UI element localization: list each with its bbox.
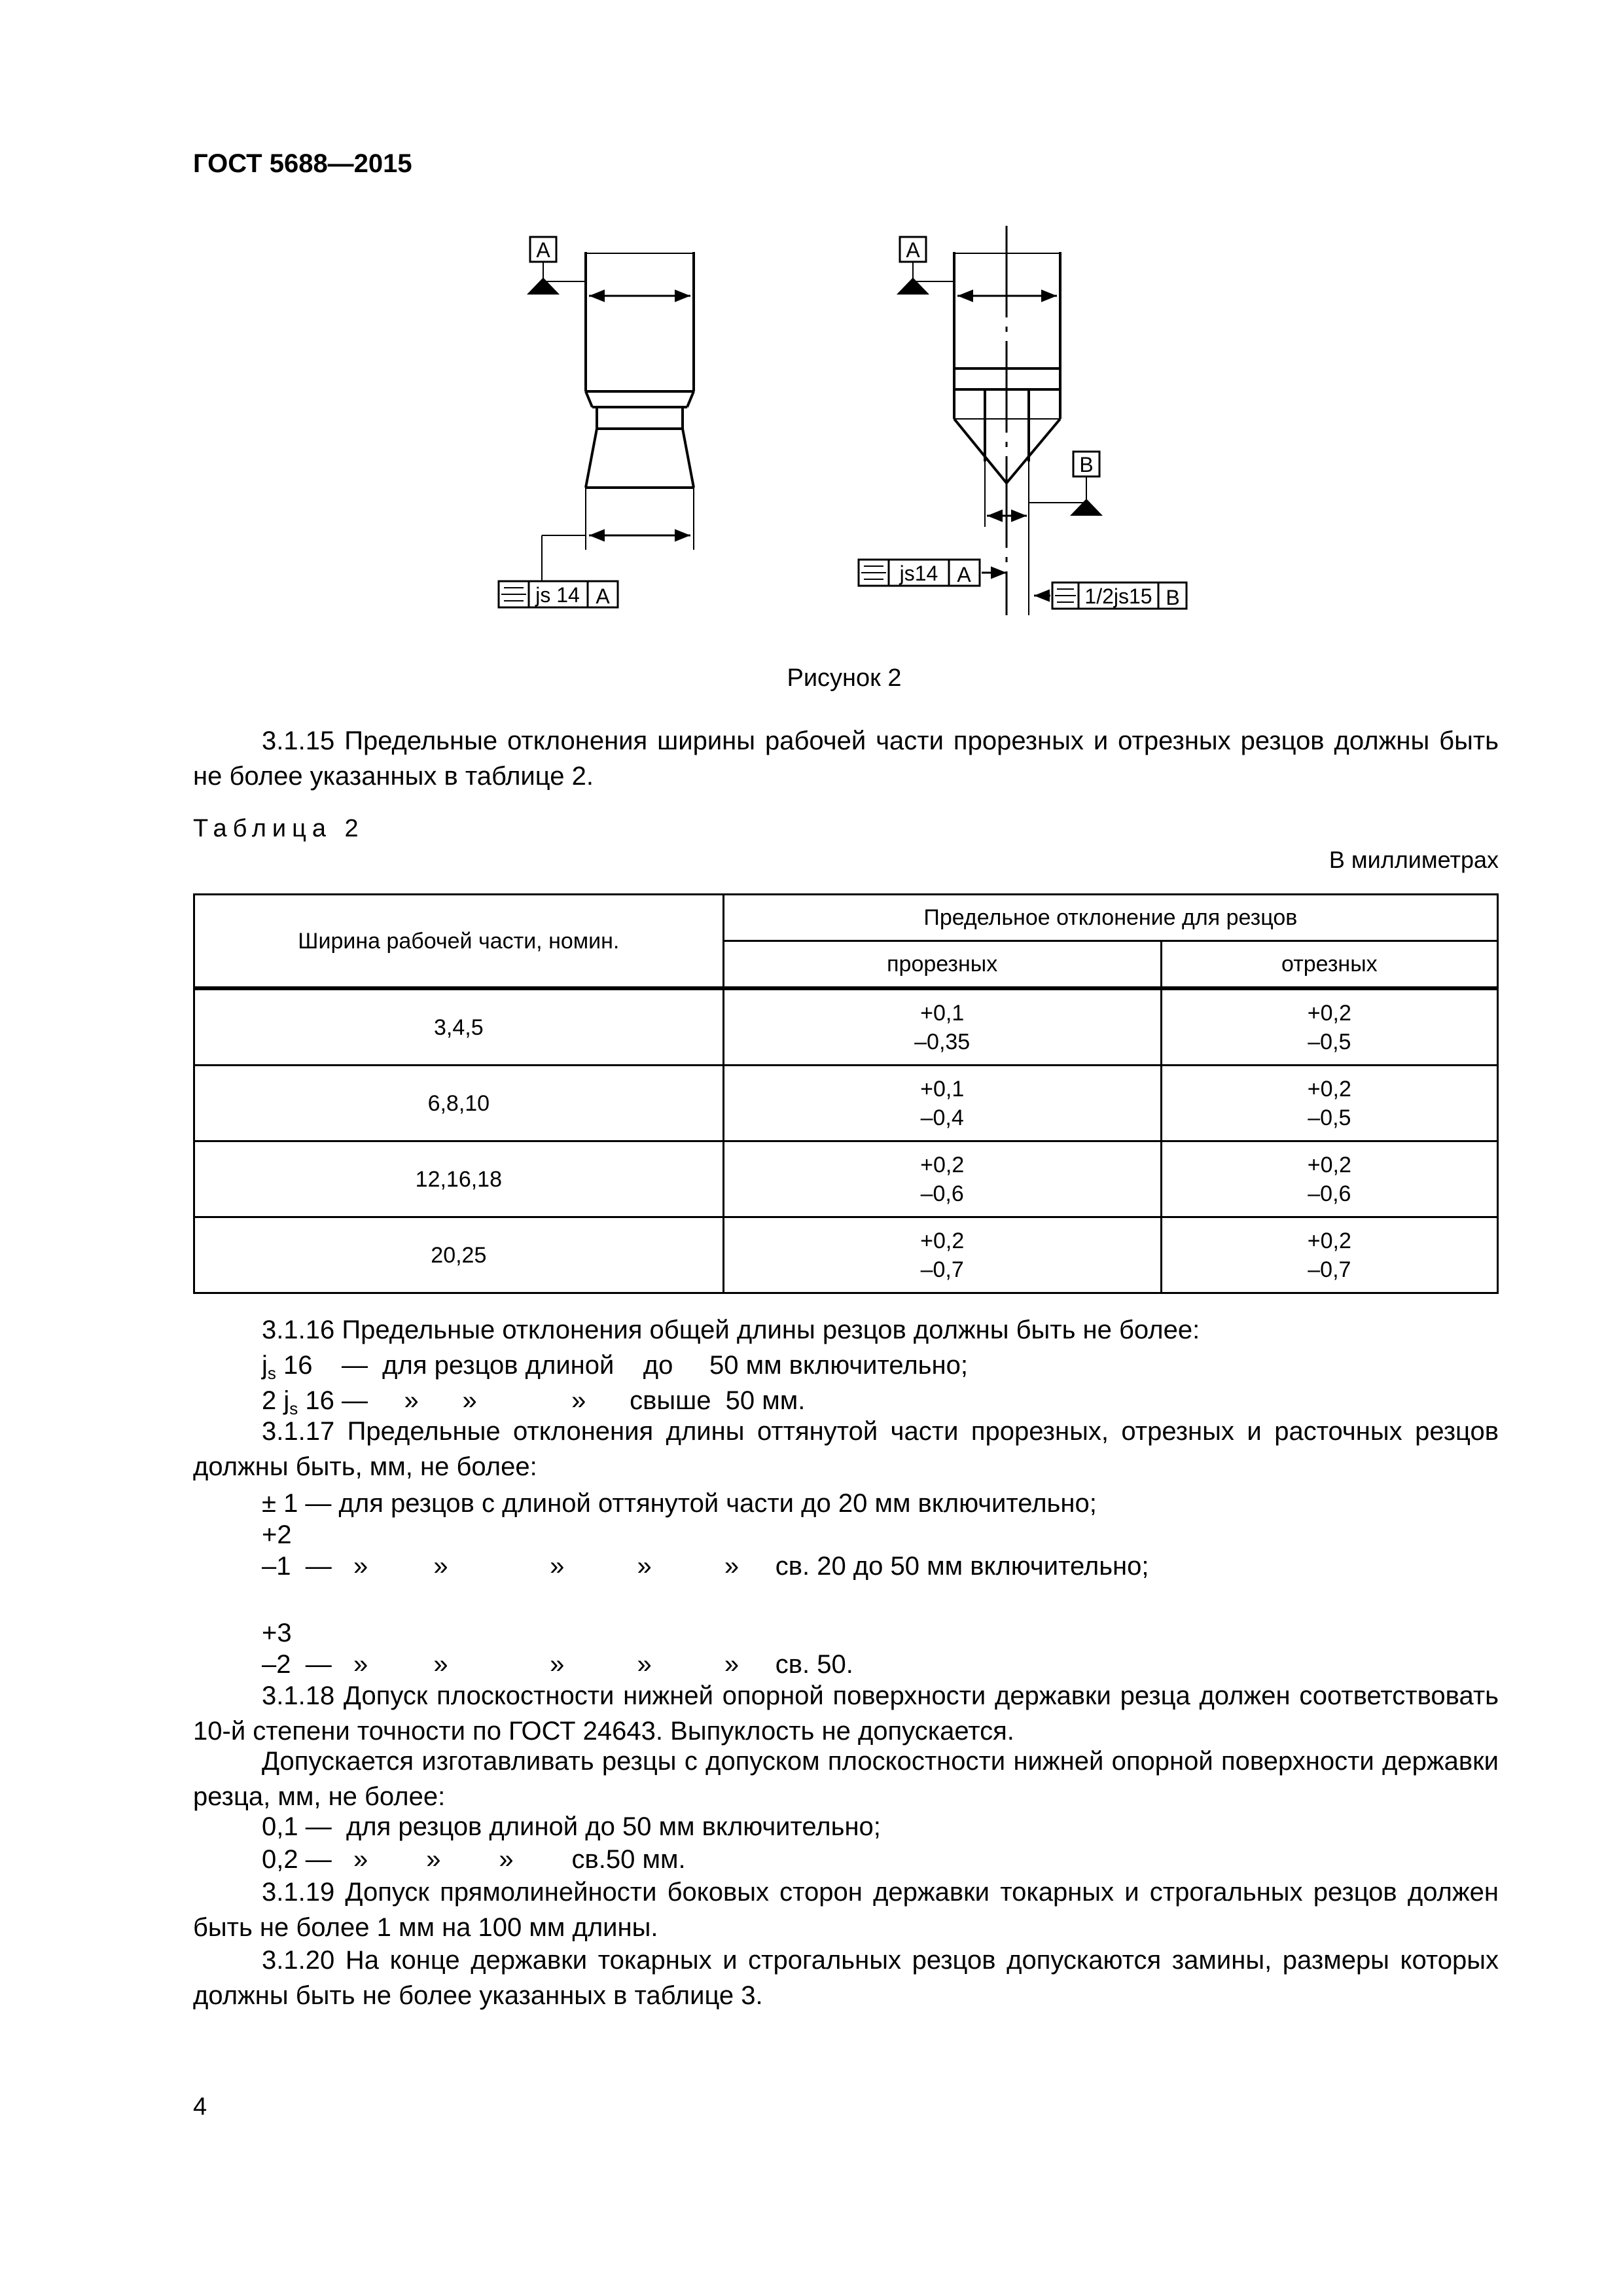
right-frame2-tolerance: 1/2js15 (1084, 584, 1152, 608)
left-cutter-drawing (530, 237, 694, 581)
upper-deviation: +0,2 (920, 1152, 965, 1177)
cell-proreznyh (723, 1066, 1161, 1141)
paragraph-3-1-16-intro: 3.1.16 Предельные отклонения общей длины резцов должны быть не более: (262, 1316, 1200, 1344)
lower-deviation: –0,7 (920, 1257, 964, 1282)
right-cutter-drawing (900, 226, 1099, 615)
datum-b-triangle (1070, 499, 1103, 516)
cell-otreznyh (1161, 1217, 1497, 1293)
paragraph-3-1-17-line2: –1 — » » » » » св. 20 до 50 мм включительно; (262, 1552, 1149, 1581)
paragraph-3-1-17-line1: ± 1 — для резцов с длиной оттянутой части до 20 мм включительно; (262, 1489, 1097, 1518)
cell-width: 3,4,5 (194, 988, 724, 1066)
lower-deviation: –0,6 (1308, 1181, 1351, 1206)
cell-otreznyh (1161, 1141, 1497, 1217)
upper-deviation: +0,1 (920, 1000, 965, 1026)
upper-deviation: +0,1 (920, 1076, 965, 1102)
upper-deviation: +0,2 (1307, 1152, 1351, 1177)
left-frame-datum: A (596, 584, 610, 608)
table-row (194, 988, 1498, 1066)
cell-proreznyh (723, 1141, 1161, 1217)
lower-deviation: –0,6 (920, 1181, 964, 1206)
lower-deviation: –0,7 (1308, 1257, 1351, 1282)
col-header-width: Ширина рабочей части, номин. (194, 895, 724, 989)
cell-otreznyh (1161, 988, 1497, 1066)
right-frame2-datum: B (1166, 586, 1180, 609)
cell-width: 20,25 (194, 1217, 724, 1293)
col-header-proreznyh: прорезных (723, 941, 1161, 989)
cell-otreznyh (1161, 1066, 1497, 1141)
page-number: 4 (193, 2093, 207, 2121)
lower-deviation: –0,35 (914, 1029, 971, 1054)
figure-2-drawing (0, 0, 1623, 655)
upper-deviation: +0,2 (1307, 1000, 1351, 1026)
upper-deviation: +0,2 (1307, 1076, 1351, 1102)
cell-width: 6,8,10 (194, 1066, 724, 1141)
paragraph-3-1-17: 3.1.17 Предельные отклонения длины оттянутой части прорезных, отрезных и расточных резцов должны быть, мм, не более: (193, 1417, 1499, 1481)
paragraph-3-1-18: 3.1.18 Допуск плоскостности нижней опорной поверхности державки резца должен соответствовать 10-й степени точности по ГОСТ 24643. Выпуклость не допускается. (193, 1681, 1499, 1746)
table-row (194, 1141, 1498, 1217)
cell-width: 12,16,18 (194, 1141, 724, 1217)
paragraph-3-1-17-plus3: +3 (262, 1619, 292, 1647)
left-frame-tolerance: js 14 (535, 583, 580, 607)
paragraph-3-1-20: 3.1.20 На конце державки токарных и строгальных резцов допускаются замины, размеры которых должны быть не более указанных в таблице 3. (193, 1946, 1499, 2010)
datum-a-label-left: A (536, 238, 550, 262)
datum-b-label: B (1079, 453, 1094, 476)
paragraph-3-1-15: 3.1.15 Предельные отклонения ширины рабочей части прорезных и отрезных резцов должны быть не более указанных в таблице 2. (193, 726, 1499, 791)
col-header-otreznyh: отрезных (1161, 941, 1497, 989)
right-frame1-datum: A (957, 563, 971, 586)
lower-deviation: –0,5 (1308, 1105, 1351, 1130)
upper-deviation: +0,2 (1307, 1228, 1351, 1253)
paragraph-3-1-17-plus2: +2 (262, 1520, 292, 1549)
paragraph-3-1-19: 3.1.19 Допуск прямолинейности боковых сторон державки токарных и строгальных резцов должен быть не более 1 мм на 100 мм длины. (193, 1878, 1499, 1942)
table-row (194, 1217, 1498, 1293)
cell-proreznyh (723, 988, 1161, 1066)
paragraph-3-1-18-line1: 0,1 — для резцов длиной до 50 мм включительно; (262, 1812, 881, 1841)
col-header-group: Предельное отклонение для резцов (723, 895, 1497, 941)
table-title: Таблица 2 (193, 815, 365, 842)
table-units: В миллиметрах (1329, 846, 1499, 873)
right-frame1-tolerance: js14 (899, 562, 938, 585)
paragraph-3-1-17-line3: –2 — » » » » » св. 50. (262, 1650, 853, 1679)
lower-deviation: –0,5 (1308, 1029, 1351, 1054)
datum-a-triangle-right (897, 278, 929, 295)
tolerance-table (193, 893, 1499, 1294)
table-row (194, 1066, 1498, 1141)
paragraph-3-1-16-line2: 2 $j_s$ 16 — » » » свыше 50 мм. (262, 1386, 806, 1418)
document-header: ГОСТ 5688—2015 (193, 149, 412, 178)
datum-a-triangle-left (527, 278, 560, 295)
paragraph-3-1-16-line1: $j_s$ 16 — для резцов длиной до 50 мм включительно; (262, 1351, 968, 1383)
paragraph-3-1-18-line2: 0,2 — » » » св.50 мм. (262, 1845, 686, 1874)
cell-proreznyh (723, 1217, 1161, 1293)
figure-caption: Рисунок 2 (787, 664, 902, 692)
paragraph-3-1-18-text2: Допускается изготавливать резцы с допуском плоскостности нижней опорной поверхности державки резца, мм, не более: (193, 1747, 1499, 1811)
upper-deviation: +0,2 (920, 1228, 965, 1253)
datum-a-label-right: A (906, 238, 920, 262)
lower-deviation: –0,4 (920, 1105, 964, 1130)
